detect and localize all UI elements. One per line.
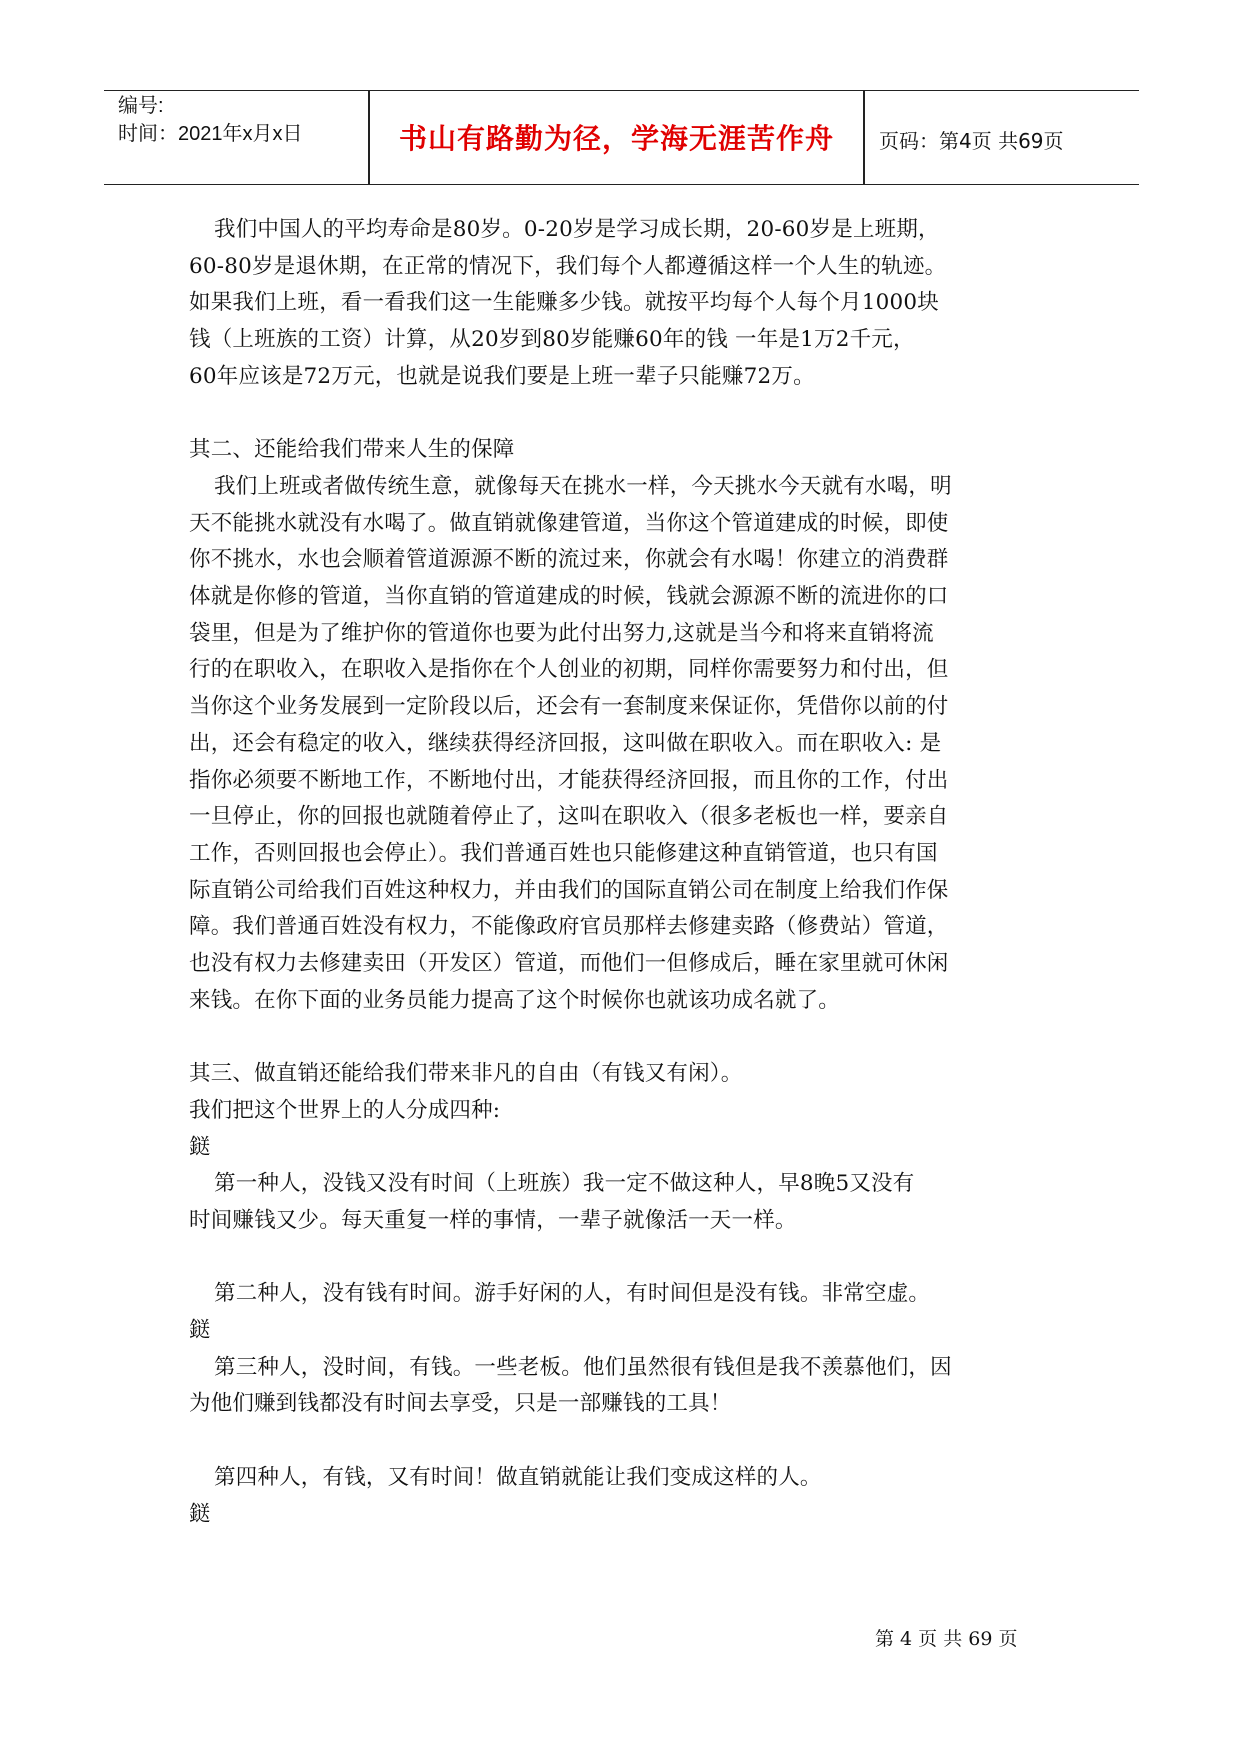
body-line: 鎹	[189, 1134, 211, 1160]
body-line: 60年应该是72万元，也就是说我们要是上班一辈子只能赚72万。	[189, 363, 815, 389]
blank-line	[189, 1019, 1069, 1056]
body-line: 鎹	[189, 1501, 211, 1527]
blank-line	[189, 396, 1069, 433]
document-body	[189, 212, 1069, 1533]
body-line: 出，还会有稳定的收入，继续获得经济回报，这叫做在职收入。而在职收入: 是	[189, 730, 942, 756]
body-line: 为他们赚到钱都没有时间去享受，只是一部赚钱的工具！	[189, 1391, 732, 1417]
body-line: 障。我们普通百姓没有权力，不能像政府官员那样去修建卖路（修费站）管道，	[189, 914, 949, 940]
body-line: 行的在职收入，在职收入是指你在个人创业的初期，同样你需要努力和付出，但	[189, 657, 949, 683]
body-line: 体就是你修的管道，当你直销的管道建成的时候，钱就会源源不断的流进你的口	[189, 584, 949, 610]
header-page-code: 页码：第4页 共69页	[879, 129, 1064, 153]
body-line: 指你必须要不断地工作，不断地付出，才能获得经济回报，而且你的工作，付出	[189, 767, 949, 793]
body-line: 一旦停止，你的回报也就随着停止了，这叫在职收入（很多老板也一样，要亲自	[189, 804, 949, 830]
body-line: 钱（上班族的工资）计算，从20岁到80岁能赚60年的钱 一年是1万2千元，	[189, 327, 915, 353]
body-line: 第二种人，没有钱有时间。游手好闲的人，有时间但是没有钱。非常空虚。	[214, 1281, 931, 1307]
header-divider	[863, 91, 865, 184]
body-line: 际直销公司给我们百姓这种权力，并由我们的国际直销公司在制度上给我们作保	[189, 877, 949, 903]
document-header	[104, 90, 1139, 185]
body-line: 第四种人，有钱，又有时间！做直销就能让我们变成这样的人。	[214, 1464, 822, 1490]
document-number-label: 编号:	[118, 95, 164, 117]
body-line: 60-80岁是退休期，在正常的情况下，我们每个人都遵循这样一个人生的轨迹。	[189, 253, 947, 279]
body-line: 第三种人，没时间，有钱。一些老板。他们虽然很有钱但是我不羡慕他们，因	[214, 1354, 952, 1380]
body-line: 你不挑水，水也会顺着管道源源不断的流过来，你就会有水喝！你建立的消费群	[189, 547, 949, 573]
body-line: 也没有权力去修建卖田（开发区）管道，而他们一但修成后，睡在家里就可休闲	[189, 951, 949, 977]
body-line: 我们上班或者做传统生意，就像每天在挑水一样，今天挑水今天就有水喝，明	[214, 473, 952, 499]
body-line: 天不能挑水就没有水喝了。做直销就像建管道，当你这个管道建成的时候，即使	[189, 510, 949, 536]
body-line: 鎹	[189, 1318, 211, 1344]
body-line: 如果我们上班，看一看我们这一生能赚多少钱。就按平均每个人每个月1000块	[189, 290, 939, 316]
body-line: 第一种人，没钱又没有时间（上班族）我一定不做这种人，早8晚5又没有	[214, 1171, 915, 1197]
blank-line	[189, 1240, 1069, 1277]
header-motto: 书山有路勤为径，学海无涯苦作舟	[398, 122, 834, 155]
body-line: 袋里，但是为了维护你的管道你也要为此付出努力,这就是当今和将来直销将流	[189, 620, 934, 646]
document-time-label: 时间：2021年x月x日	[118, 123, 303, 145]
body-line: 我们把这个世界上的人分成四种:	[189, 1097, 501, 1123]
section-heading: 其三、做直销还能给我们带来非凡的自由（有钱又有闲）。	[189, 1061, 743, 1087]
body-line: 工作，否则回报也会停止）。我们普通百姓也只能修建这种直销管道，也只有国	[189, 840, 938, 866]
body-line: 来钱。在你下面的业务员能力提高了这个时候你也就该功成名就了。	[189, 987, 841, 1013]
page-footer: 第 4 页 共 69 页	[875, 1628, 1018, 1650]
section-heading: 其二、还能给我们带来人生的保障	[189, 437, 515, 463]
body-line: 时间赚钱又少。每天重复一样的事情，一辈子就像活一天一样。	[189, 1207, 797, 1233]
blank-line	[189, 1423, 1069, 1460]
body-line: 当你这个业务发展到一定阶段以后，还会有一套制度来保证你，凭借你以前的付	[189, 694, 949, 720]
body-line: 我们中国人的平均寿命是80岁。0-20岁是学习成长期，20-60岁是上班期，	[214, 217, 940, 242]
